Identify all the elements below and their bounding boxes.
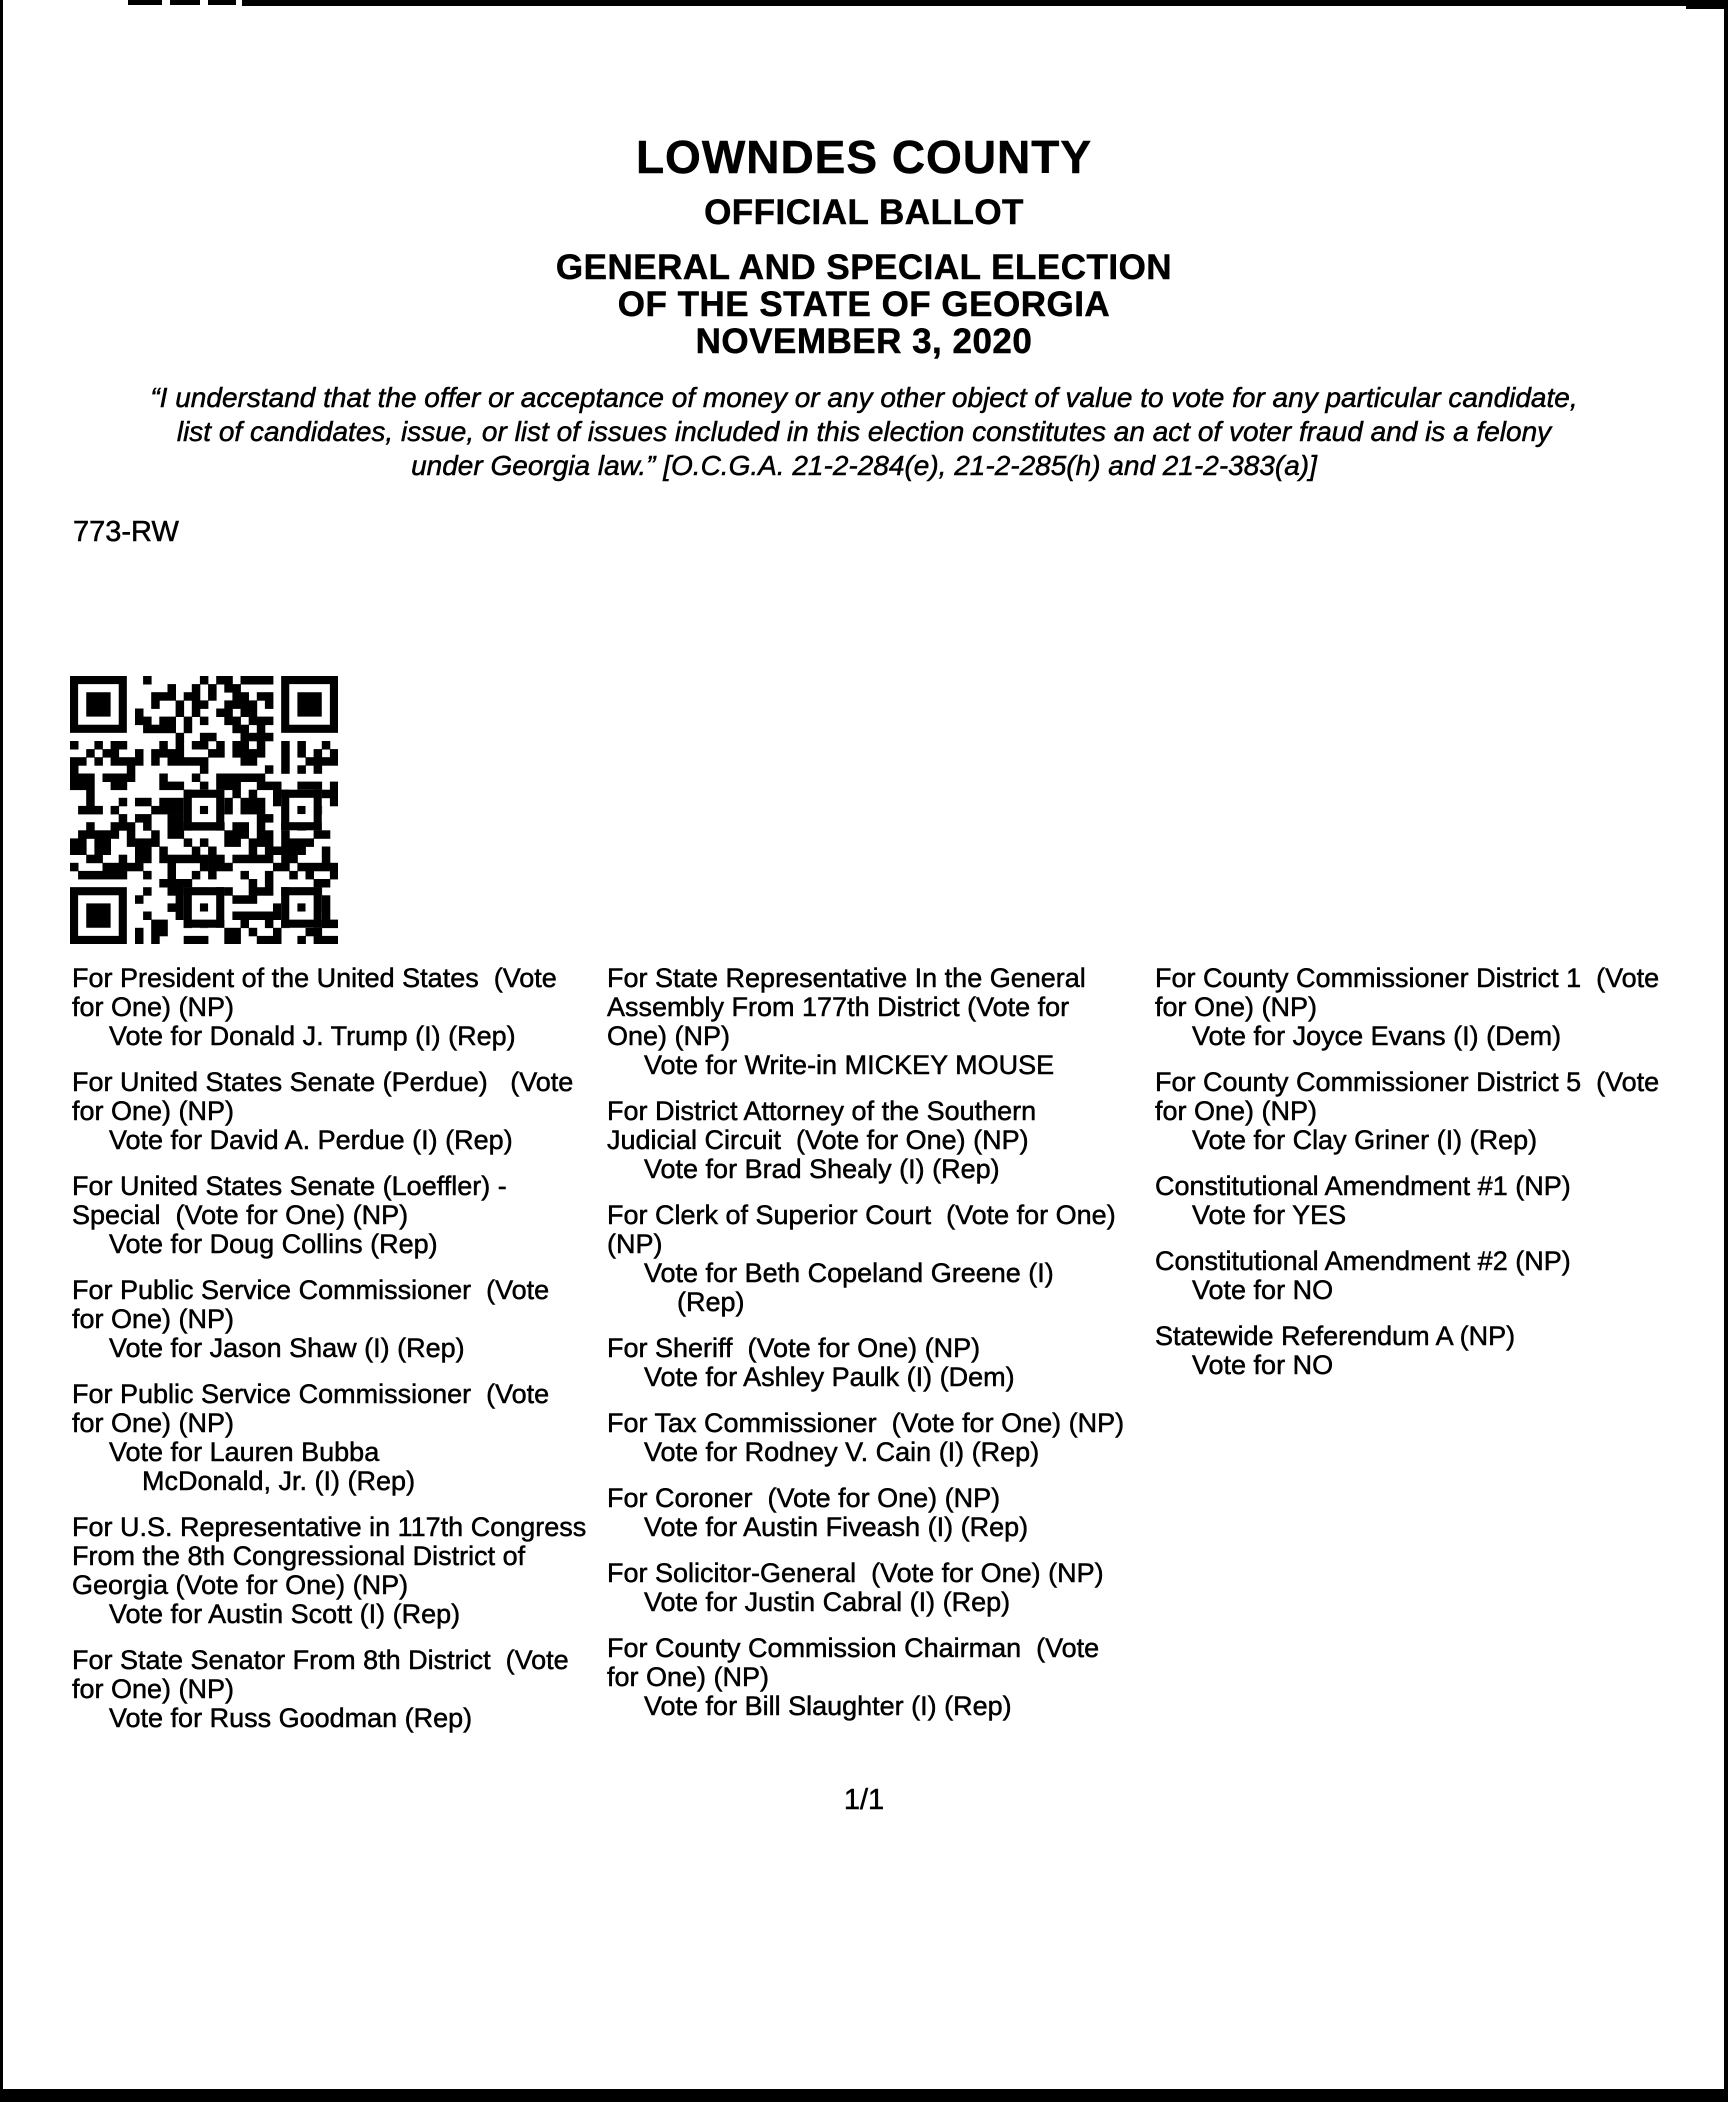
election-title [0, 249, 1728, 360]
vote-selection-line: Vote for Write-in MICKEY MOUSE [644, 1050, 1055, 1080]
contest [72, 1646, 586, 1733]
contest [72, 1276, 586, 1363]
contest [607, 1334, 1124, 1392]
vote-selection-line: Vote for Austin Fiveash (I) (Rep) [644, 1512, 1029, 1542]
contest-heading-line: for One) (NP) [1155, 1096, 1318, 1126]
vote-selection-line: Vote for Ashley Paulk (I) (Dem) [644, 1362, 1015, 1392]
contest-heading-line: for One) (NP) [1155, 992, 1318, 1022]
official-ballot-title: OFFICIAL BALLOT [704, 193, 1024, 232]
contest-heading-line: for One) (NP) [72, 1408, 235, 1438]
vote-selection-line: Vote for Clay Griner (I) (Rep) [1192, 1125, 1538, 1155]
contest [607, 1484, 1124, 1542]
contest-heading-line: For Sheriff (Vote for One) (NP) [607, 1333, 981, 1363]
contest [1155, 964, 1659, 1051]
vote-selection-line: Vote for NO [1192, 1350, 1334, 1380]
vote-selection-line: Vote for Doug Collins (Rep) [109, 1229, 438, 1259]
contest-heading-line: For County Commission Chairman (Vote [607, 1633, 1100, 1663]
county-title: LOWNDES COUNTY [635, 131, 1093, 183]
election-title-line: NOVEMBER 3, 2020 [695, 322, 1033, 361]
contest-heading-line: For Coroner (Vote for One) (NP) [607, 1483, 1001, 1513]
contest-heading-line: For Solicitor-General (Vote for One) (NP) [607, 1558, 1104, 1588]
contest [1155, 1322, 1659, 1380]
contest-heading-line: For United States Senate (Perdue) (Vote [72, 1067, 574, 1097]
contest-heading-line: for One) (NP) [607, 1662, 770, 1692]
ballot-column-3 [1155, 964, 1659, 1397]
contest [607, 1559, 1124, 1617]
contest-heading-line: For U.S. Representative in 117th Congress [72, 1512, 587, 1542]
contest-heading-line: For United States Senate (Loeffler) - [72, 1171, 507, 1201]
contest [72, 1068, 586, 1155]
contest [1155, 1247, 1659, 1305]
vote-selection-line: Vote for Donald J. Trump (I) (Rep) [109, 1021, 516, 1051]
vote-selection-line: Vote for NO [1192, 1275, 1334, 1305]
qr-code-icon [70, 676, 338, 944]
contest [607, 1634, 1124, 1721]
scan-edge-top-dash-2 [170, 0, 200, 5]
contest-heading-line: for One) (NP) [72, 1674, 235, 1704]
contest-heading-line: Judicial Circuit (Vote for One) (NP) [607, 1125, 1029, 1155]
vote-selection-line: Vote for David A. Perdue (I) (Rep) [109, 1125, 513, 1155]
contest [72, 1172, 586, 1259]
vote-selection-line: Vote for Bill Slaughter (I) (Rep) [644, 1691, 1012, 1721]
contest-heading-line: Constitutional Amendment #1 (NP) [1155, 1171, 1571, 1201]
contest-heading-line: Special (Vote for One) (NP) [72, 1200, 409, 1230]
contest [607, 964, 1124, 1080]
vote-selection-line: Vote for Austin Scott (I) (Rep) [109, 1599, 461, 1629]
contest-heading-line: for One) (NP) [72, 1096, 235, 1126]
scan-edge-top-dash-1 [128, 0, 162, 5]
vote-selection-line: (Rep) [677, 1287, 745, 1317]
contest-heading-line: For County Commissioner District 1 (Vote [1155, 963, 1660, 993]
contest-heading-line: For State Representative In the General [607, 963, 1086, 993]
vote-selection-line: Vote for Rodney V. Cain (I) (Rep) [644, 1437, 1040, 1467]
disclaimer-line: “I understand that the offer or acceptance of money or any other object of value to vote for any particular candidate, [150, 382, 1578, 413]
vote-selection-line: McDonald, Jr. (I) (Rep) [142, 1466, 416, 1496]
contest-heading-line: Georgia (Vote for One) (NP) [72, 1570, 409, 1600]
vote-selection-line: Vote for Jason Shaw (I) (Rep) [109, 1333, 465, 1363]
contest [1155, 1172, 1659, 1230]
ballot-column-2 [607, 964, 1124, 1738]
contest-heading-line: For Tax Commissioner (Vote for One) (NP) [607, 1408, 1125, 1438]
vote-selection-line: Vote for Beth Copeland Greene (I) [644, 1258, 1054, 1288]
contest-heading-line: One) (NP) [607, 1021, 731, 1051]
contest [607, 1201, 1124, 1317]
vote-selection-line: Vote for Brad Shealy (I) (Rep) [644, 1154, 1000, 1184]
scan-edge-top-dash-3 [208, 0, 236, 5]
contest-heading-line: for One) (NP) [72, 992, 235, 1022]
contest-heading-line: (NP) [607, 1229, 663, 1259]
scan-edge-top-right-blob [1686, 0, 1728, 9]
contest-heading-line: For President of the United States (Vote [72, 963, 557, 993]
scan-edge-bottom-bar [0, 2089, 1728, 2102]
contest [72, 1513, 586, 1629]
disclaimer-line: list of candidates, issue, or list of issues included in this election constitutes an act of voter fraud and is a felony [176, 416, 1552, 447]
voter-fraud-disclaimer [0, 381, 1728, 483]
contest-heading-line: Statewide Referendum A (NP) [1155, 1321, 1516, 1351]
contest-heading-line: For County Commissioner District 5 (Vote [1155, 1067, 1660, 1097]
ballot-column-1 [72, 964, 586, 1750]
contest [1155, 1068, 1659, 1155]
contest-heading-line: For Clerk of Superior Court (Vote for One) [607, 1200, 1116, 1230]
election-title-line: GENERAL AND SPECIAL ELECTION [555, 248, 1173, 287]
vote-selection-line: Vote for Russ Goodman (Rep) [109, 1703, 473, 1733]
vote-selection-line: Vote for Lauren Bubba [109, 1437, 380, 1467]
disclaimer-line: under Georgia law.” [O.C.G.A. 21-2-284(e), 21-2-285(h) and 21-2-383(a)] [411, 450, 1317, 481]
contest-heading-line: For Public Service Commissioner (Vote [72, 1275, 550, 1305]
contest-heading-line: Constitutional Amendment #2 (NP) [1155, 1246, 1571, 1276]
precinct-code: 773-RW [73, 516, 179, 548]
contest-heading-line: For Public Service Commissioner (Vote [72, 1379, 550, 1409]
vote-selection-line: Vote for Joyce Evans (I) (Dem) [1192, 1021, 1562, 1051]
contest-heading-line: From the 8th Congressional District of [72, 1541, 526, 1571]
contest-heading-line: for One) (NP) [72, 1304, 235, 1334]
contest-heading-line: Assembly From 177th District (Vote for [607, 992, 1070, 1022]
contest [607, 1409, 1124, 1467]
contest-heading-line: For State Senator From 8th District (Vote [72, 1645, 569, 1675]
contest [72, 964, 586, 1051]
page-number: 1/1 [843, 1784, 885, 1816]
scan-edge-top-line [242, 0, 1728, 6]
contest [607, 1097, 1124, 1184]
contest-heading-line: For District Attorney of the Southern [607, 1096, 1037, 1126]
vote-selection-line: Vote for YES [1192, 1200, 1347, 1230]
election-title-line: OF THE STATE OF GEORGIA [617, 285, 1111, 324]
contest [72, 1380, 586, 1496]
vote-selection-line: Vote for Justin Cabral (I) (Rep) [644, 1587, 1011, 1617]
